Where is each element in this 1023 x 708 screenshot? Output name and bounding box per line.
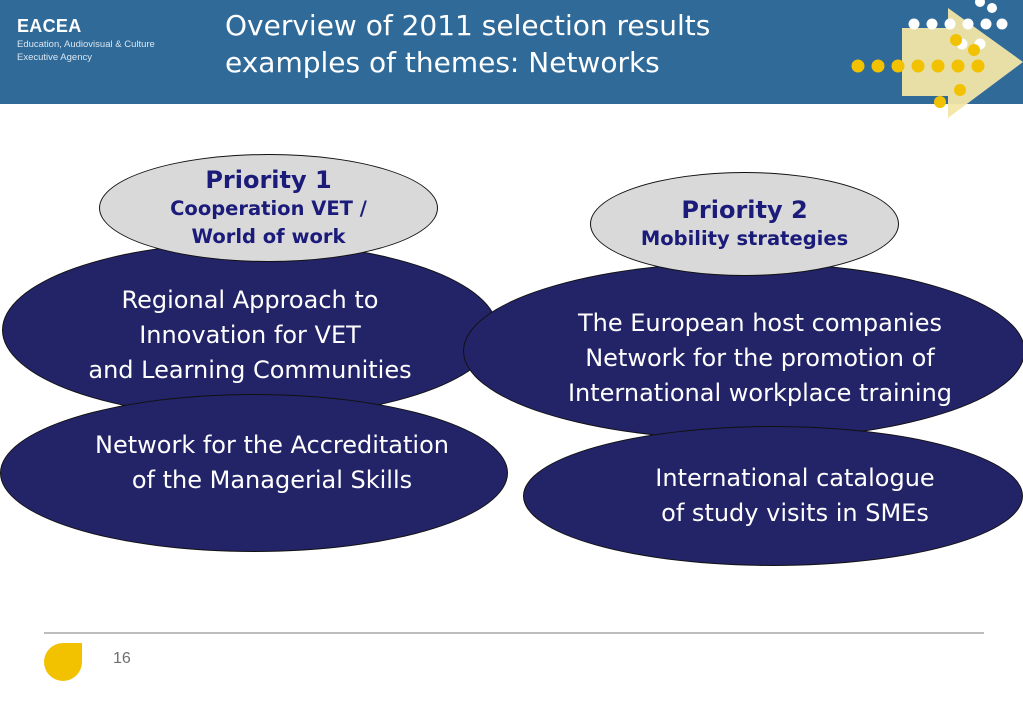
slide-title (225, 7, 710, 81)
network-text-line: and Learning Communities (88, 355, 412, 384)
yellow-leaf-icon (43, 643, 83, 681)
network-text-line: of the Managerial Skills (131, 466, 413, 494)
priority-2-subtitle: Mobility strategies (640, 226, 849, 250)
network-ellipse-european-host-companies (463, 262, 1023, 440)
network-text-line: International workplace training (567, 378, 953, 407)
eacea-logo-line-1: Education, Audiovisual & Culture (17, 39, 155, 50)
footer-divider (44, 632, 984, 634)
network-ellipse-managerial-skills (0, 394, 508, 552)
priority-1-title: Priority 1 (205, 165, 332, 194)
priority-2-title: Priority 2 (681, 195, 808, 224)
network-text-line: of study visits in SMEs (661, 499, 929, 527)
priority-1-subtitle-line-1: Cooperation VET / (170, 196, 367, 220)
network-ellipse-international-catalogue (523, 426, 1023, 566)
dotted-arrow-logo-icon (840, 0, 1023, 124)
eacea-logo-line-2: Executive Agency (17, 52, 92, 63)
network-text-line: Regional Approach to (121, 285, 379, 314)
eacea-logo-name: EACEA (17, 16, 82, 36)
priority-2-ellipse (590, 172, 899, 276)
network-text-line: International catalogue (655, 464, 935, 492)
network-text-line: Network for the Accreditation (95, 431, 449, 459)
network-text-line: Network for the promotion of (585, 343, 935, 372)
priority-1-subtitle-line-2: World of work (191, 224, 346, 248)
network-text-line: The European host companies (578, 308, 942, 337)
slide-title-line-1: Overview of 2011 selection results (225, 9, 711, 42)
slide-title-line-2: examples of themes: Networks (225, 46, 660, 79)
network-ellipse-regional-approach (2, 242, 498, 418)
network-text-line: Innovation for VET (139, 320, 361, 349)
slide-header (0, 0, 1023, 104)
priority-1-ellipse (99, 154, 438, 262)
page-number: 16 (113, 650, 131, 667)
